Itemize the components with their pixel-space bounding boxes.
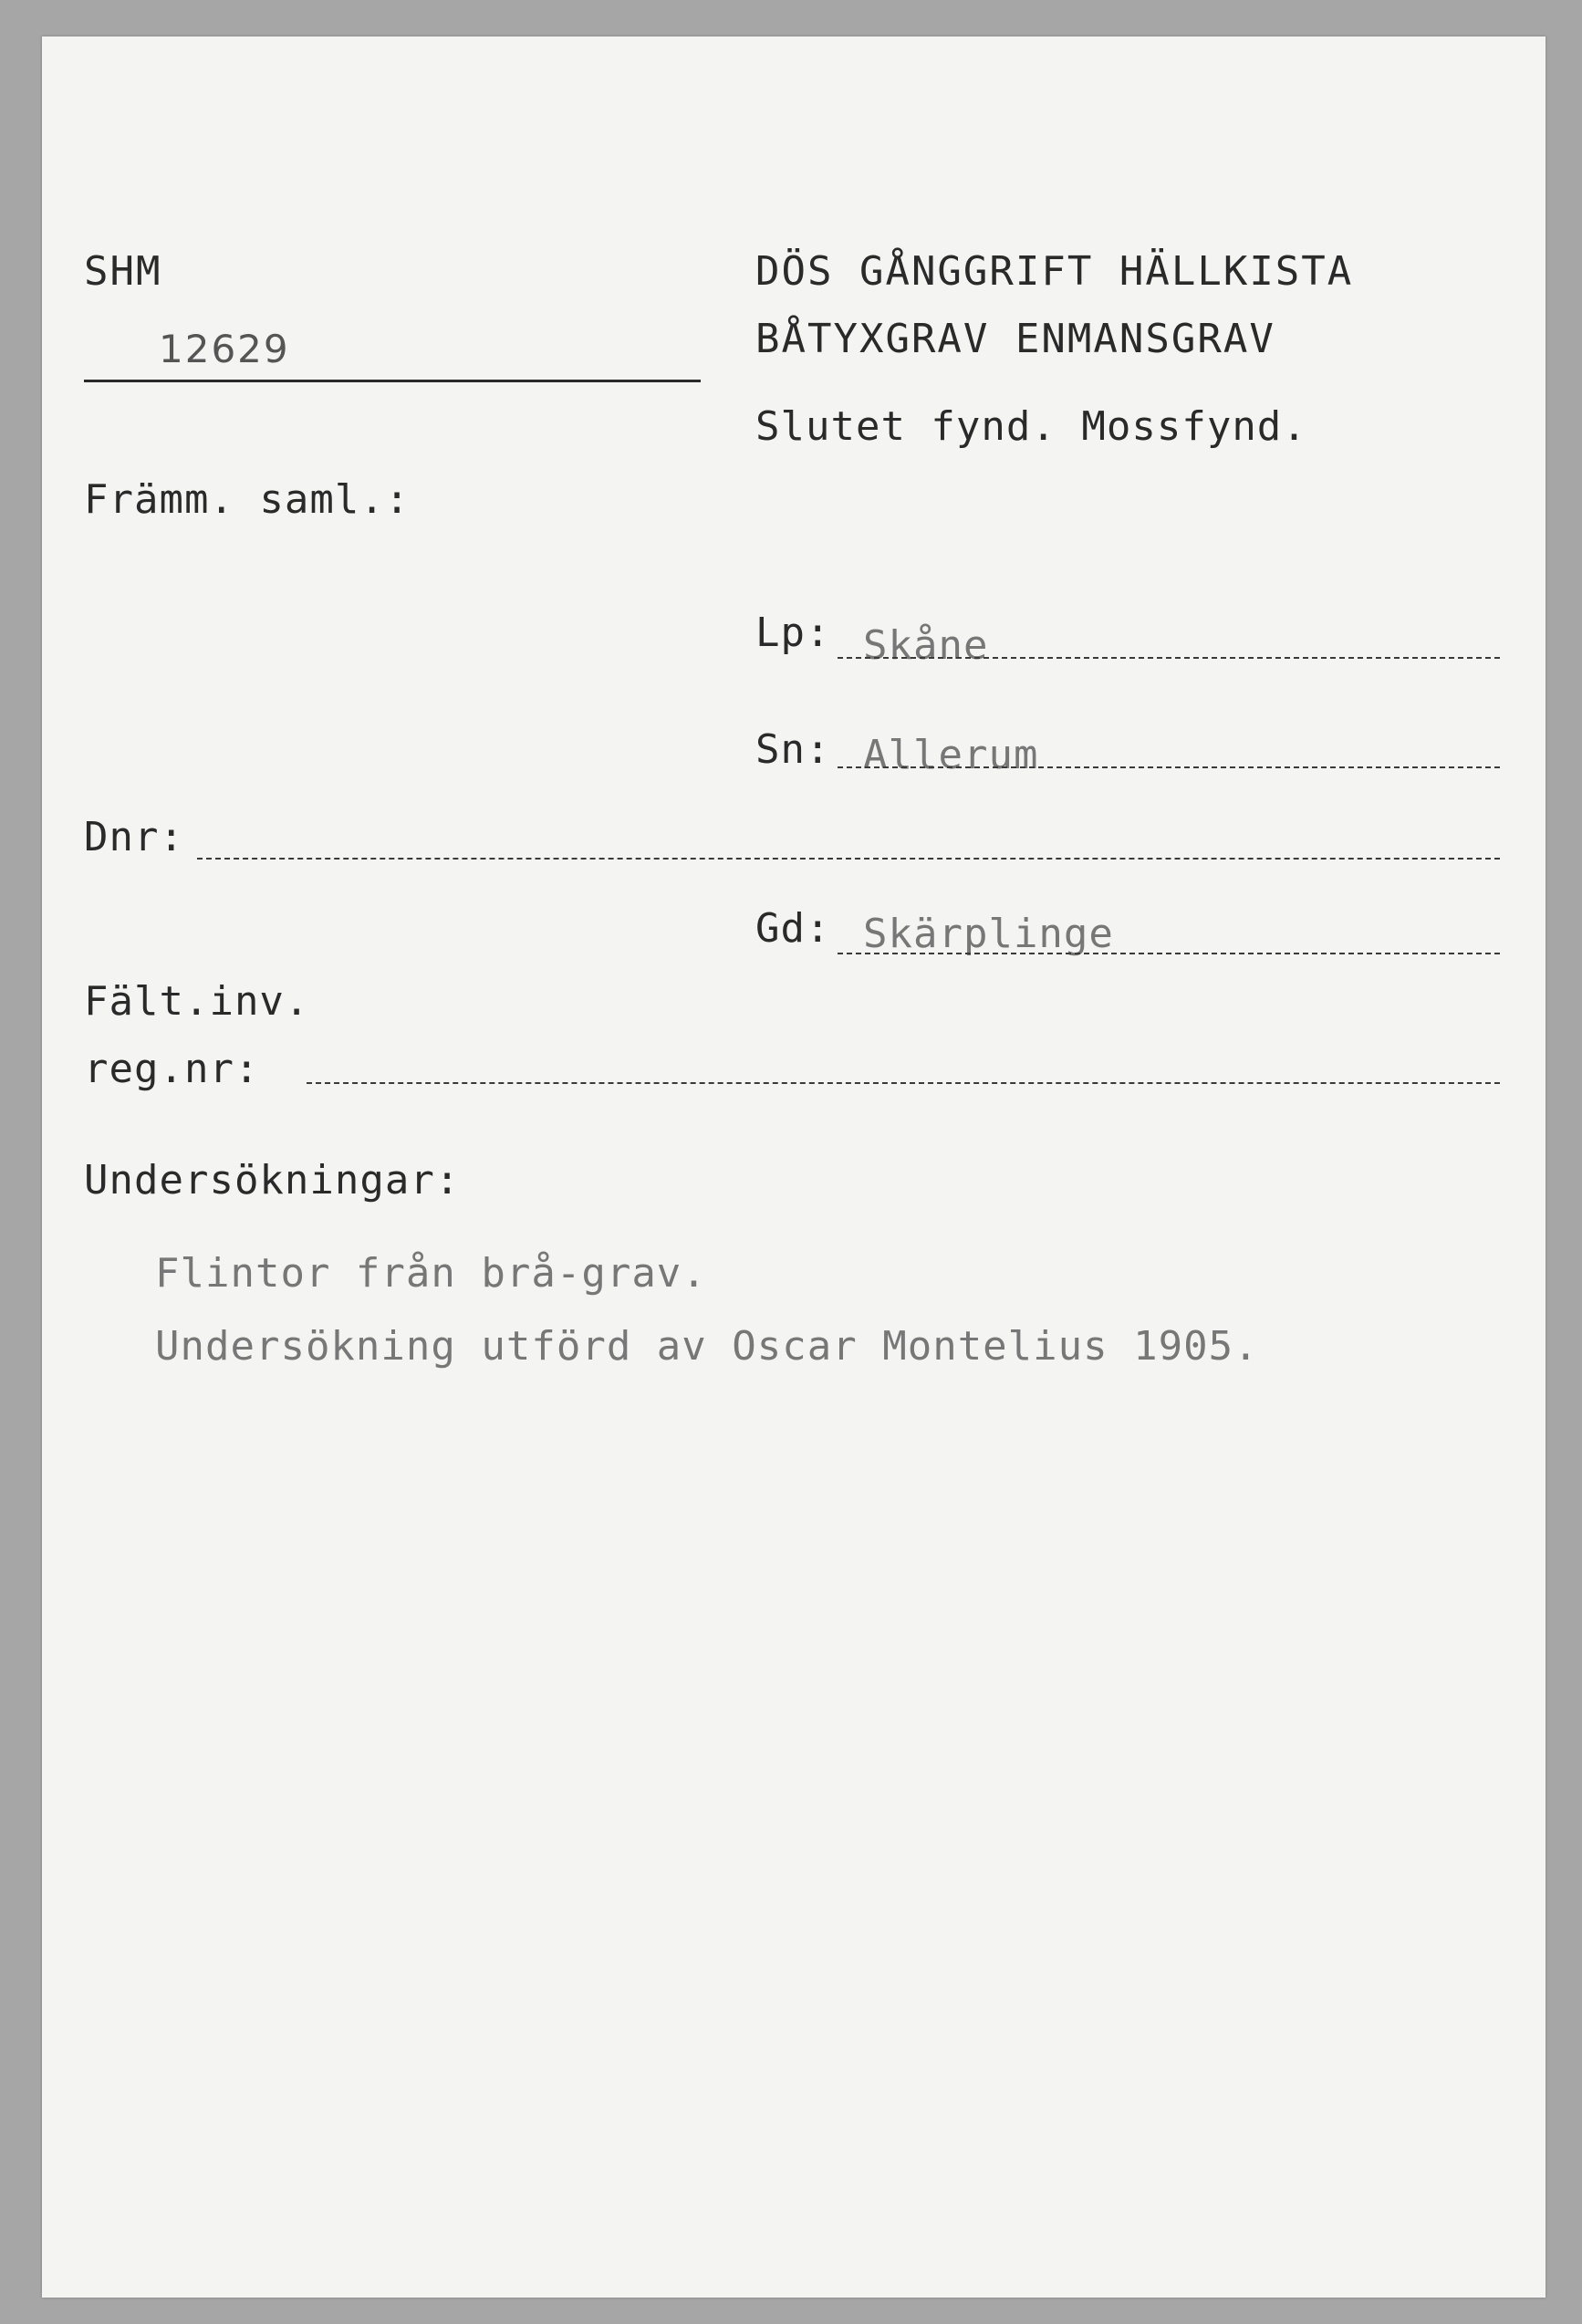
sn-label: Sn: — [755, 726, 831, 773]
gd-label: Gd: — [755, 905, 831, 952]
sn-value: Allerum — [863, 732, 1039, 778]
grave-types-line-2: BÅTYXGRAV ENMANSGRAV — [755, 316, 1275, 362]
lp-underline — [838, 657, 1500, 659]
note-line-1: Flintor från brå-grav. — [155, 1250, 707, 1297]
undersokningar-label: Undersökningar: — [84, 1157, 461, 1204]
sn-underline — [838, 766, 1500, 768]
dnr-label: Dnr: — [84, 814, 184, 860]
note-line-2: Undersökning utförd av Oscar Montelius 1905. — [155, 1323, 1259, 1370]
reg-nr-label: reg.nr: — [84, 1046, 260, 1092]
find-types: Slutet fynd. Mossfynd. — [755, 403, 1307, 450]
number-underline — [84, 380, 701, 382]
falt-inv-label: Fält.inv. — [84, 978, 310, 1025]
grave-types-line-1: DÖS GÅNGGRIFT HÄLLKISTA — [755, 248, 1354, 295]
lp-value: Skåne — [863, 622, 989, 669]
gd-underline — [838, 953, 1500, 954]
lp-label: Lp: — [755, 610, 831, 656]
catalog-card — [42, 36, 1546, 2298]
museum-label: SHM — [84, 248, 162, 295]
framm-saml-label: Främm. saml.: — [84, 476, 411, 523]
gd-value: Skärplinge — [863, 911, 1114, 957]
catalog-number: 12629 — [159, 327, 290, 371]
reg-nr-underline — [307, 1082, 1500, 1084]
dnr-underline — [197, 858, 1500, 860]
